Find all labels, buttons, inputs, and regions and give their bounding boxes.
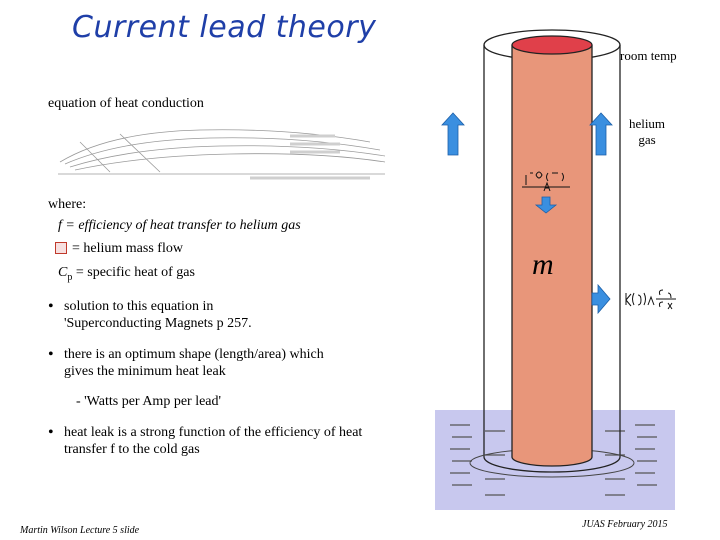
where-label: where: xyxy=(48,197,87,212)
broken-image-icon xyxy=(55,242,67,254)
helium-gas-line2: gas xyxy=(638,132,656,147)
definition-f: f = efficiency of heat transfer to helium gas xyxy=(58,218,301,233)
gas-flow-arrow-right xyxy=(590,113,612,155)
helium-gas-label xyxy=(622,116,672,148)
helium-gas-line1: helium xyxy=(628,116,666,131)
bullet-marker-2: • xyxy=(48,346,54,363)
bullet-optimum-shape: there is an optimum shape (length/area) which gives the minimum heat leak xyxy=(64,347,324,379)
cp-definition-text: = specific heat of gas xyxy=(75,265,195,280)
current-lead-top xyxy=(512,36,592,54)
conduction-formula-graphic xyxy=(626,290,676,309)
bullet-marker-3: • xyxy=(48,424,54,441)
footer-lecture: Martin Wilson Lecture 5 slide xyxy=(20,525,140,536)
heat-equation-graphic xyxy=(50,122,390,182)
cp-symbol: C xyxy=(58,265,68,280)
bullet-solution: solution to this equation in 'Superconducting Magnets p 257. xyxy=(64,299,252,331)
sub-bullet-watts: - 'Watts per Amp per lead' xyxy=(76,394,222,409)
cp-subscript: p xyxy=(67,271,73,283)
room-temp-label: room temp xyxy=(620,48,677,63)
footer-date: JUAS February 2015 xyxy=(582,519,668,530)
mass-flow-symbol: m xyxy=(532,248,554,281)
definition-cp xyxy=(58,265,195,283)
definition-mass-flow: = helium mass flow xyxy=(72,241,183,256)
bullet-marker-1: • xyxy=(48,298,54,315)
gas-flow-arrow-left xyxy=(442,113,464,155)
conduction-heat-arrow xyxy=(592,285,610,313)
slide-title: Current lead theory xyxy=(72,10,377,45)
bullet-heat-leak: heat leak is a strong function of the efficiency of heat transfer f to the cold gas xyxy=(64,425,363,457)
current-lead-diagram xyxy=(430,25,680,515)
heat-equation-label: equation of heat conduction xyxy=(48,96,204,111)
